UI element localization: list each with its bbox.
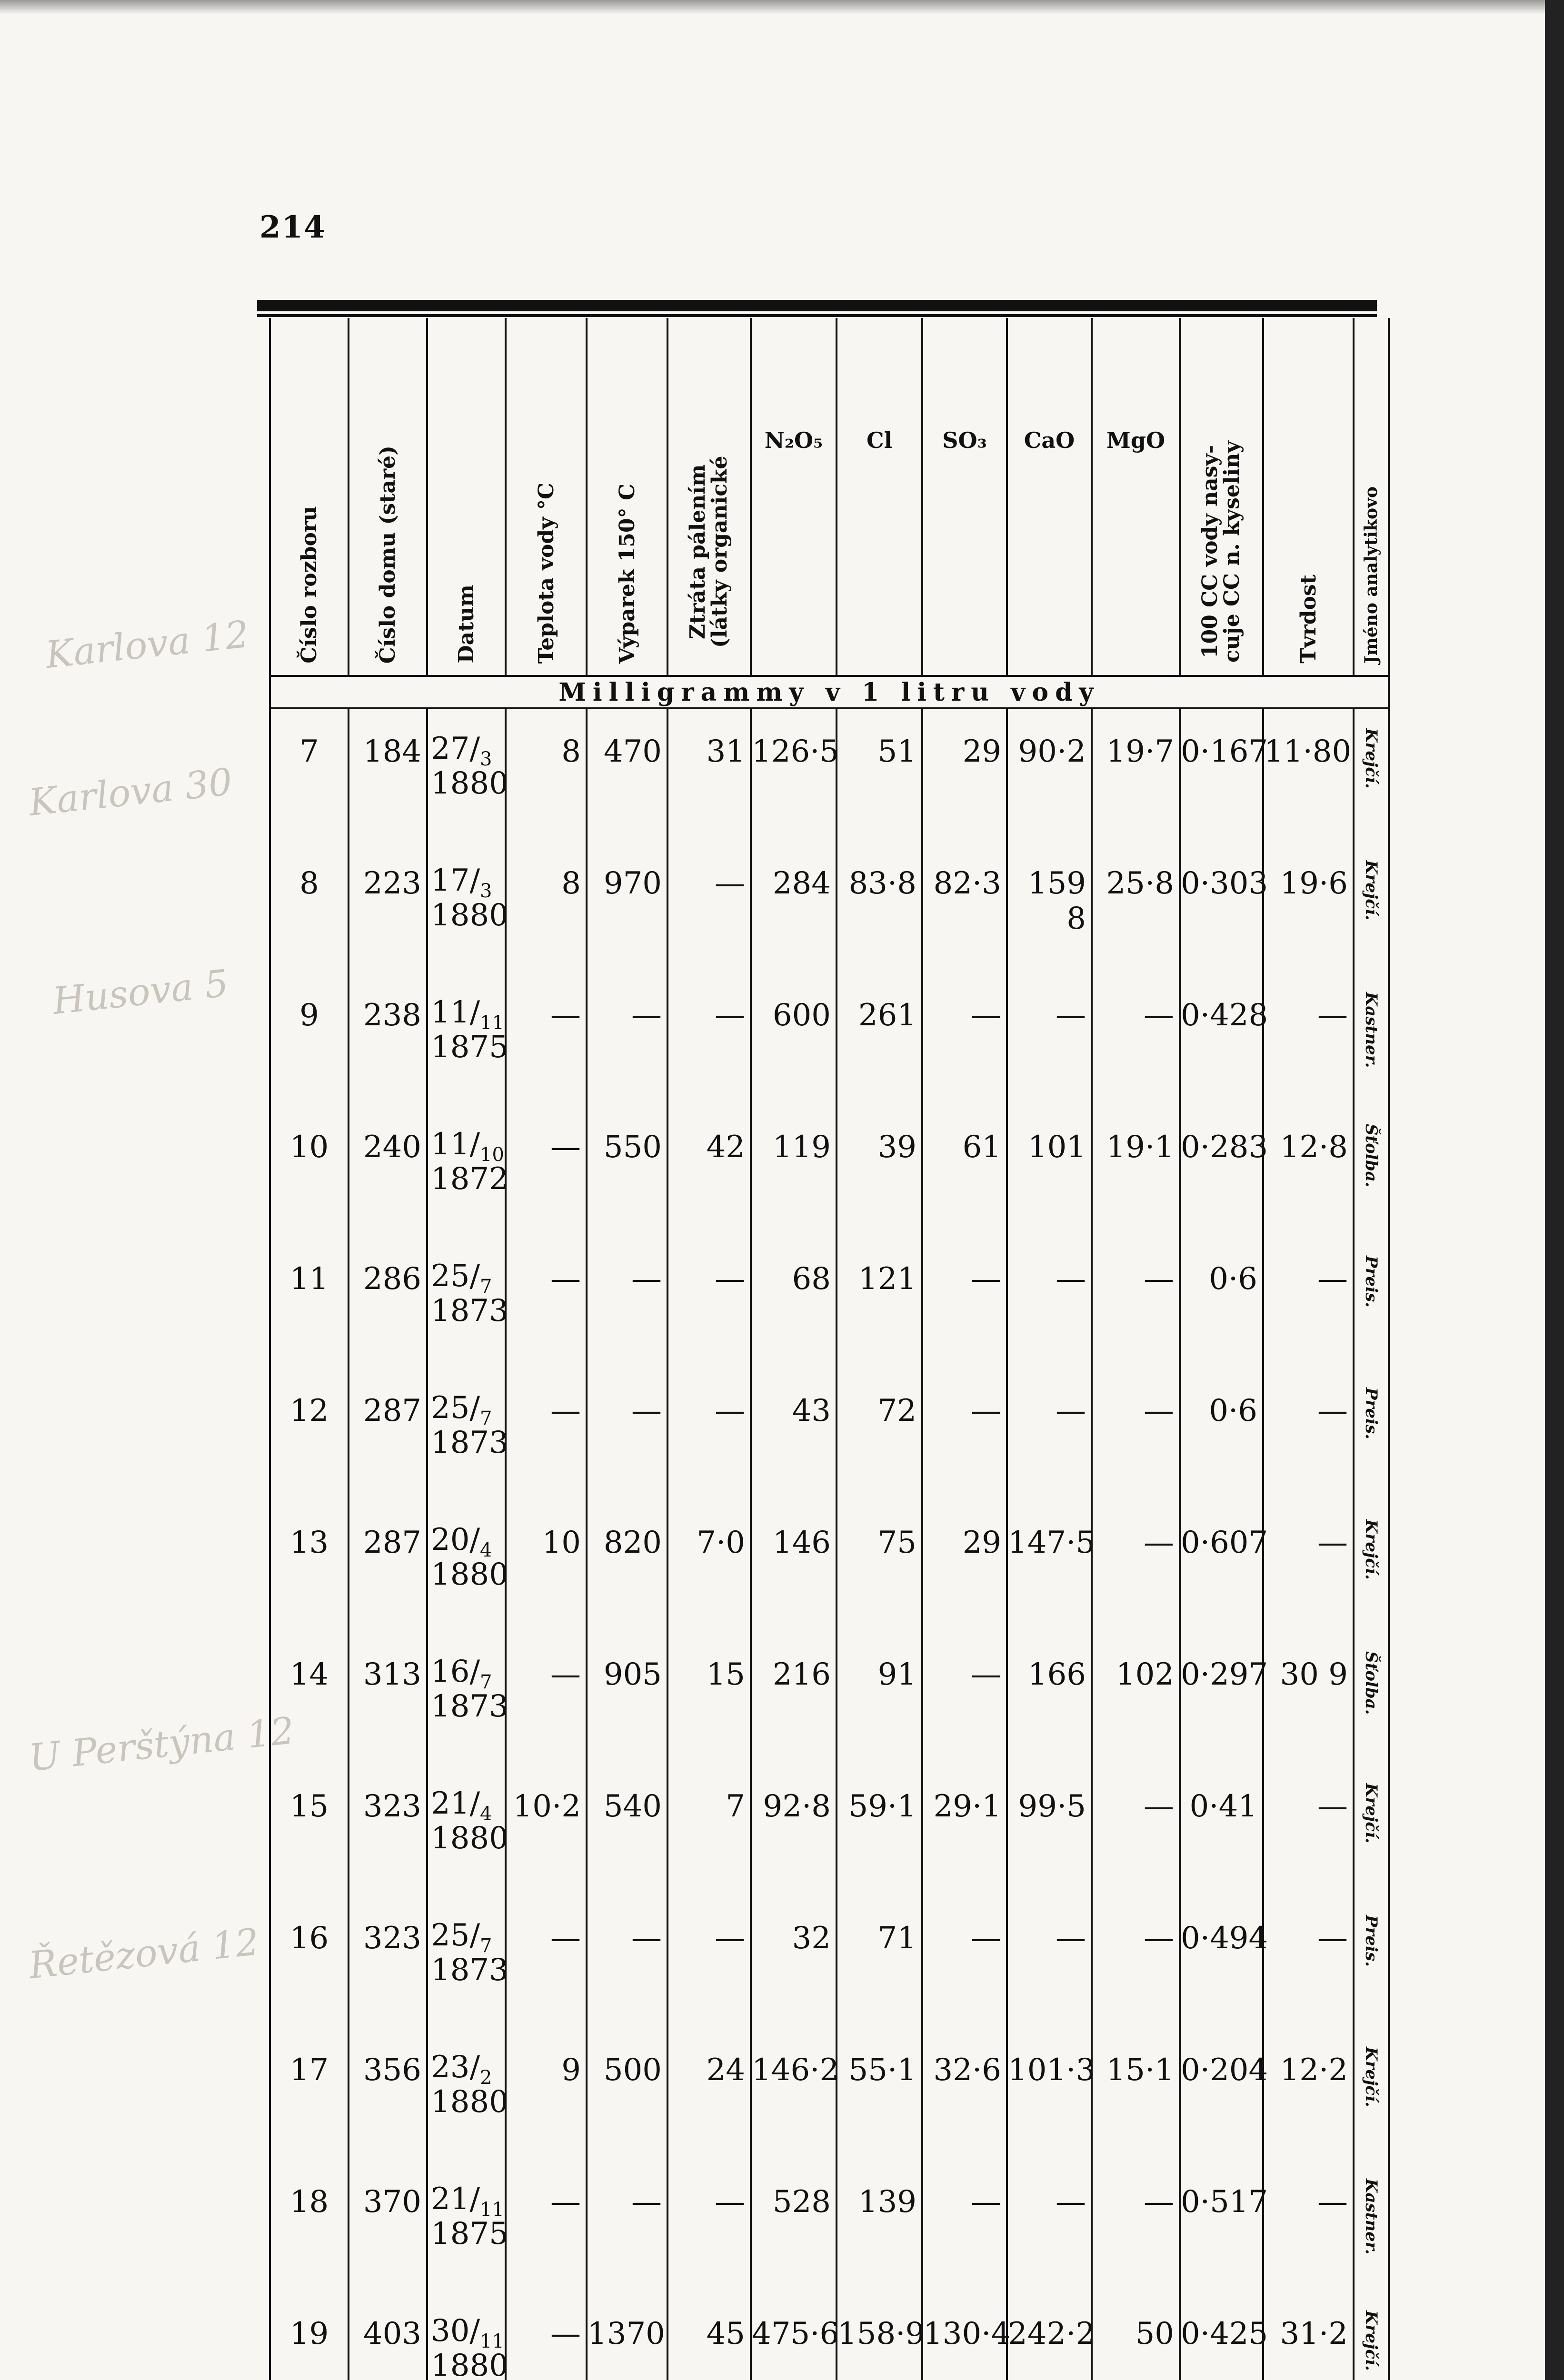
cell-cl: 83·8	[837, 841, 922, 973]
cell-hard: —	[1263, 1368, 1354, 1500]
analyst-name: Krejčí.	[1362, 2047, 1381, 2107]
date-cell: $23/_2$ 1880	[427, 2028, 506, 2160]
cell-acid: 0·6	[1180, 1368, 1263, 1500]
analyst-cell	[1354, 1500, 1389, 1632]
cell-no: 10	[270, 1105, 349, 1237]
cell-no: 17	[270, 2028, 349, 2160]
table-row	[270, 1764, 1389, 1896]
date-year: 1880	[431, 765, 508, 801]
cell-no: 7	[270, 708, 349, 841]
top-rule-thin	[257, 314, 1377, 317]
date-cell: $27/_3$ 1880	[427, 708, 506, 841]
cell-cl: 261	[837, 973, 922, 1105]
cell-cao: —	[1007, 973, 1092, 1105]
cell-n2o5: 284	[751, 841, 837, 973]
cell-n2o5: 146	[751, 1500, 837, 1632]
date-year: 1880	[431, 897, 508, 933]
date-year: 1873	[431, 1688, 508, 1724]
date-cell: $16/_7$ 1873	[427, 1632, 506, 1764]
cell-mgo: 15·1	[1092, 2028, 1180, 2160]
cell-temp: 10·2	[506, 1764, 587, 1896]
cell-residue: 970	[587, 841, 667, 973]
cell-n2o5: 119	[751, 1105, 837, 1237]
cell-acid: 0·494	[1180, 1896, 1263, 2028]
margin-note: Karlova 30	[27, 760, 235, 825]
cell-cao: 101·3	[1007, 2028, 1092, 2160]
cell-temp: —	[506, 2291, 587, 2380]
cell-acid: 0·283	[1180, 1105, 1263, 1237]
date-month: 2	[480, 2066, 492, 2089]
date-cell: $30/_{11}$ 1880	[427, 2291, 506, 2380]
cell-so3: 61	[922, 1105, 1007, 1237]
cell-cl: 39	[837, 1105, 922, 1237]
cell-residue: —	[587, 1896, 667, 2028]
analyst-name: Preis.	[1362, 1915, 1381, 1967]
cell-hard: —	[1263, 1764, 1354, 1896]
cell-cao: 159 8	[1007, 841, 1092, 973]
cell-house: 286	[349, 1237, 427, 1368]
cell-hard: 31·2	[1263, 2291, 1354, 2380]
cell-temp: 9	[506, 2028, 587, 2160]
page-number: 214	[259, 209, 326, 245]
cell-cao: 166	[1007, 1632, 1092, 1764]
cell-acid: 0·428	[1180, 973, 1263, 1105]
date-year: 1872	[431, 1161, 508, 1197]
cell-loss: 7	[667, 1764, 751, 1896]
table-row	[270, 1368, 1389, 1500]
date-year: 1880	[431, 2084, 508, 2120]
cell-temp: —	[506, 1368, 587, 1500]
cell-cao: 101	[1007, 1105, 1092, 1237]
cell-n2o5: 475·6	[751, 2291, 837, 2380]
water-analysis-table	[269, 318, 1390, 2380]
cell-acid: 0·303	[1180, 841, 1263, 973]
date-cell: $25/_7$ 1873	[427, 1237, 506, 1368]
margin-note: Husova 5	[50, 962, 230, 1023]
analyst-name: Kastner.	[1362, 2179, 1381, 2255]
cell-so3: —	[922, 973, 1007, 1105]
cell-house: 403	[349, 2291, 427, 2380]
cell-n2o5: 600	[751, 973, 837, 1105]
date-month: 11	[480, 2330, 504, 2352]
cell-acid: 0·167	[1180, 708, 1263, 841]
cell-cao: 90·2	[1007, 708, 1092, 841]
analyst-cell	[1354, 2028, 1389, 2160]
analyst-cell	[1354, 973, 1389, 1105]
cell-so3: 29	[922, 708, 1007, 841]
table-row	[270, 1237, 1389, 1368]
cell-n2o5: 43	[751, 1368, 837, 1500]
cell-mgo: 19·1	[1092, 1105, 1180, 1237]
header-cell: Tvrdost	[1296, 575, 1321, 664]
cell-no: 11	[270, 1237, 349, 1368]
date-year: 1873	[431, 1293, 508, 1329]
header-cell: SO₃	[922, 318, 1007, 676]
analyst-cell	[1354, 2160, 1389, 2291]
date-year: 1875	[431, 1029, 508, 1065]
header-cell: Datum	[454, 585, 478, 664]
date-day: 27	[431, 731, 470, 766]
cell-no: 18	[270, 2160, 349, 2291]
cell-mgo: —	[1092, 2160, 1180, 2291]
cell-hard: 11·80	[1263, 708, 1354, 841]
date-month: 3	[480, 748, 492, 770]
date-month: 7	[480, 1671, 492, 1693]
cell-acid: 0·425	[1180, 2291, 1263, 2380]
cell-temp: —	[506, 1896, 587, 2028]
date-day: 20	[431, 1522, 470, 1557]
analyst-cell	[1354, 1237, 1389, 1368]
cell-temp: —	[506, 2160, 587, 2291]
table-row	[270, 1105, 1389, 1237]
cell-acid: 0·607	[1180, 1500, 1263, 1632]
date-month: 11	[480, 2198, 504, 2221]
cell-house: 240	[349, 1105, 427, 1237]
analyst-cell	[1354, 1368, 1389, 1500]
date-month: 7	[480, 1934, 492, 1957]
date-cell: $11/_{11}$ 1875	[427, 973, 506, 1105]
cell-residue: 550	[587, 1105, 667, 1237]
cell-loss: —	[667, 1896, 751, 2028]
analyst-name: Šťolba.	[1362, 1124, 1381, 1188]
cell-acid: 0·6	[1180, 1237, 1263, 1368]
analyst-name: Preis.	[1362, 1256, 1381, 1308]
cell-no: 9	[270, 973, 349, 1105]
table-row	[270, 708, 1389, 841]
cell-house: 238	[349, 973, 427, 1105]
cell-so3: 82·3	[922, 841, 1007, 973]
date-day: 23	[431, 2050, 470, 2085]
scan-shadow-top	[0, 0, 1564, 14]
cell-n2o5: 92·8	[751, 1764, 837, 1896]
cell-so3: 29·1	[922, 1764, 1007, 1896]
date-day: 11	[431, 995, 470, 1030]
date-month: 4	[480, 1539, 492, 1561]
cell-cl: 121	[837, 1237, 922, 1368]
cell-loss: 31	[667, 708, 751, 841]
cell-mgo: —	[1092, 1764, 1180, 1896]
cell-mgo: 25·8	[1092, 841, 1180, 973]
cell-house: 184	[349, 708, 427, 841]
date-year: 1875	[431, 2216, 508, 2251]
cell-no: 13	[270, 1500, 349, 1632]
cell-mgo: —	[1092, 1896, 1180, 2028]
cell-cl: 72	[837, 1368, 922, 1500]
cell-house: 223	[349, 841, 427, 973]
cell-hard: 30 9	[1263, 1632, 1354, 1764]
date-day: 30	[431, 2313, 470, 2349]
analyst-cell	[1354, 1896, 1389, 2028]
date-day: 16	[431, 1654, 470, 1689]
cell-residue: —	[587, 2160, 667, 2291]
date-cell: $25/_7$ 1873	[427, 1368, 506, 1500]
table-row	[270, 2028, 1389, 2160]
cell-cl: 139	[837, 2160, 922, 2291]
cell-hard: —	[1263, 2160, 1354, 2291]
units-row	[270, 676, 1389, 708]
header-cell: Jméno analytikovo	[1361, 486, 1381, 664]
cell-temp: 8	[506, 708, 587, 841]
date-month: 10	[480, 1143, 504, 1166]
date-month: 11	[480, 1012, 504, 1034]
header-cell: 100 CC vody nasy- cuje CC n. kyseliny	[1198, 441, 1245, 663]
cell-so3: —	[922, 2160, 1007, 2291]
date-day: 25	[431, 1259, 470, 1294]
cell-n2o5: 126·5	[751, 708, 837, 841]
date-month: 7	[480, 1275, 492, 1298]
cell-so3: —	[922, 1237, 1007, 1368]
cell-cl: 91	[837, 1632, 922, 1764]
cell-residue: 500	[587, 2028, 667, 2160]
date-cell: $21/_{11}$ 1875	[427, 2160, 506, 2291]
analyst-name: Šťolba.	[1362, 1651, 1381, 1715]
cell-residue: —	[587, 1237, 667, 1368]
cell-hard: 12·2	[1263, 2028, 1354, 2160]
cell-cl: 55·1	[837, 2028, 922, 2160]
cell-temp: 8	[506, 841, 587, 973]
cell-loss: 42	[667, 1105, 751, 1237]
cell-cao: 242·2	[1007, 2291, 1092, 2380]
table-row	[270, 1500, 1389, 1632]
analyst-cell	[1354, 2291, 1389, 2380]
cell-cao: —	[1007, 1896, 1092, 2028]
cell-n2o5: 528	[751, 2160, 837, 2291]
cell-acid: 0·517	[1180, 2160, 1263, 2291]
date-day: 25	[431, 1918, 470, 1953]
table-row	[270, 2291, 1389, 2380]
analyst-name: Krejčí.	[1362, 860, 1381, 921]
analyst-name: Krejčí.	[1362, 1519, 1381, 1580]
cell-hard: —	[1263, 973, 1354, 1105]
cell-mgo: —	[1092, 1237, 1180, 1368]
cell-loss: —	[667, 1237, 751, 1368]
cell-no: 15	[270, 1764, 349, 1896]
header-cell: CaO	[1007, 318, 1092, 676]
cell-acid: 0·297	[1180, 1632, 1263, 1764]
analyst-cell	[1354, 1632, 1389, 1764]
cell-no: 8	[270, 841, 349, 973]
cell-hard: 12·8	[1263, 1105, 1354, 1237]
table-row	[270, 2160, 1389, 2291]
header-cell: Cl	[837, 318, 922, 676]
cell-hard: —	[1263, 1500, 1354, 1632]
cell-house: 323	[349, 1764, 427, 1896]
analyst-name: Kastner.	[1362, 992, 1381, 1068]
cell-n2o5: 216	[751, 1632, 837, 1764]
analyst-cell	[1354, 1105, 1389, 1237]
cell-temp: 10	[506, 1500, 587, 1632]
cell-residue: 905	[587, 1632, 667, 1764]
date-day: 21	[431, 2182, 470, 2217]
analyst-name: Preis.	[1362, 1388, 1381, 1440]
cell-residue: 1370	[587, 2291, 667, 2380]
cell-cao: —	[1007, 1368, 1092, 1500]
cell-house: 313	[349, 1632, 427, 1764]
top-rule	[257, 300, 1377, 311]
cell-cao: 147·5	[1007, 1500, 1092, 1632]
cell-hard: 19·6	[1263, 841, 1354, 973]
cell-temp: —	[506, 1632, 587, 1764]
cell-hard: —	[1263, 1237, 1354, 1368]
cell-residue: 820	[587, 1500, 667, 1632]
cell-cao: —	[1007, 2160, 1092, 2291]
cell-loss: 15	[667, 1632, 751, 1764]
date-cell: $17/_3$ 1880	[427, 841, 506, 973]
cell-cl: 71	[837, 1896, 922, 2028]
analyst-name: Krejčí.	[1362, 1783, 1381, 1844]
scan-edge-right	[1545, 0, 1564, 2380]
cell-cao: 99·5	[1007, 1764, 1092, 1896]
cell-no: 12	[270, 1368, 349, 1500]
header-cell: N₂O₅	[751, 318, 837, 676]
cell-loss: —	[667, 973, 751, 1105]
cell-loss: 24	[667, 2028, 751, 2160]
cell-mgo: —	[1092, 1368, 1180, 1500]
margin-note: U Perštýna 12	[27, 1709, 297, 1780]
cell-residue: —	[587, 1368, 667, 1500]
date-cell: $21/_4$ 1880	[427, 1764, 506, 1896]
cell-temp: —	[506, 973, 587, 1105]
margin-note: Řetězová 12	[27, 1920, 261, 1988]
cell-house: 370	[349, 2160, 427, 2291]
header-row	[270, 318, 1389, 676]
margin-note: Karlova 12	[43, 613, 251, 677]
table-row	[270, 1632, 1389, 1764]
cell-cl: 75	[837, 1500, 922, 1632]
cell-n2o5: 146·2	[751, 2028, 837, 2160]
analyst-name: Krejčí.	[1362, 728, 1381, 789]
header-cell: Výparek 150° C	[615, 483, 639, 664]
cell-residue: —	[587, 973, 667, 1105]
cell-loss: 45	[667, 2291, 751, 2380]
cell-n2o5: 68	[751, 1237, 837, 1368]
date-year: 1880	[431, 1820, 508, 1856]
date-month: 7	[480, 1407, 492, 1429]
date-cell: $25/_7$ 1873	[427, 1896, 506, 2028]
cell-mgo: —	[1092, 973, 1180, 1105]
cell-residue: 540	[587, 1764, 667, 1896]
cell-loss: 7·0	[667, 1500, 751, 1632]
date-cell: $20/_4$ 1880	[427, 1500, 506, 1632]
analyst-cell	[1354, 1764, 1389, 1896]
cell-mgo: 19·7	[1092, 708, 1180, 841]
analyst-cell	[1354, 841, 1389, 973]
date-year: 1873	[431, 1425, 508, 1460]
date-year: 1880	[431, 1557, 508, 1592]
header-cell: Číslo domu (staré)	[376, 445, 400, 664]
date-year: 1873	[431, 1952, 508, 1988]
cell-house: 323	[349, 1896, 427, 2028]
table-row	[270, 841, 1389, 973]
cell-house: 356	[349, 2028, 427, 2160]
cell-mgo: —	[1092, 1500, 1180, 1632]
date-day: 25	[431, 1390, 470, 1426]
header-cell: Číslo rozboru	[297, 506, 321, 664]
analyst-name: Krejčí.	[1362, 2311, 1381, 2371]
cell-cl: 51	[837, 708, 922, 841]
cell-residue: 470	[587, 708, 667, 841]
cell-house: 287	[349, 1500, 427, 1632]
analyst-cell	[1354, 708, 1389, 841]
cell-cl: 158·9	[837, 2291, 922, 2380]
date-month: 3	[480, 880, 492, 902]
cell-temp: —	[506, 1237, 587, 1368]
cell-loss: —	[667, 1368, 751, 1500]
cell-acid: 0·204	[1180, 2028, 1263, 2160]
cell-no: 14	[270, 1632, 349, 1764]
cell-no: 19	[270, 2291, 349, 2380]
header-cell: Ztráta pálením (látky organické	[686, 456, 732, 648]
table-body	[270, 708, 1389, 2380]
cell-loss: —	[667, 2160, 751, 2291]
date-day: 21	[431, 1786, 470, 1821]
cell-cao: —	[1007, 1237, 1092, 1368]
cell-loss: —	[667, 841, 751, 973]
cell-so3: —	[922, 1632, 1007, 1764]
cell-mgo: 50	[1092, 2291, 1180, 2380]
cell-so3: —	[922, 1896, 1007, 2028]
cell-no: 16	[270, 1896, 349, 2028]
cell-temp: —	[506, 1105, 587, 1237]
date-year: 1880	[431, 2348, 508, 2380]
cell-n2o5: 32	[751, 1896, 837, 2028]
date-day: 17	[431, 863, 470, 898]
cell-so3: 130·4	[922, 2291, 1007, 2380]
cell-cl: 59·1	[837, 1764, 922, 1896]
cell-mgo: 102	[1092, 1632, 1180, 1764]
table-row	[270, 973, 1389, 1105]
table-row	[270, 1896, 1389, 2028]
date-cell: $11/_{10}$ 1872	[427, 1105, 506, 1237]
cell-so3: 32·6	[922, 2028, 1007, 2160]
cell-so3: 29	[922, 1500, 1007, 1632]
header-cell: MgO	[1092, 318, 1180, 676]
units-label: Milligrammy v 1 litru vody	[270, 676, 1389, 708]
date-day: 11	[431, 1127, 470, 1162]
cell-so3: —	[922, 1368, 1007, 1500]
cell-hard: —	[1263, 1896, 1354, 2028]
header-cell: Teplota vody °C	[534, 482, 558, 664]
date-month: 4	[480, 1803, 492, 1825]
cell-acid: 0·41	[1180, 1764, 1263, 1896]
cell-house: 287	[349, 1368, 427, 1500]
